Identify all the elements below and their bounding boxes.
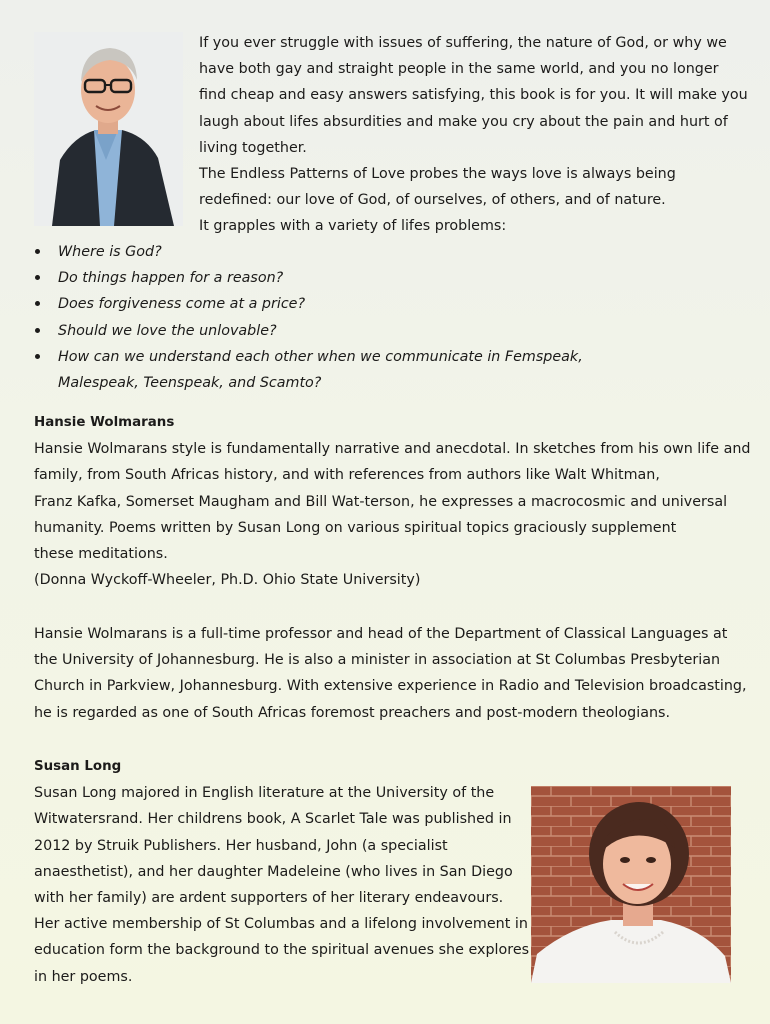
bio-line: education form the background to the spiritual avenues she explores bbox=[34, 942, 530, 959]
hansie-section bbox=[34, 410, 751, 593]
bullet-icon bbox=[35, 354, 40, 359]
review-line: family, from South Africas history, and with references from authors like Walt Whitman, bbox=[34, 467, 660, 484]
question-text: Does forgiveness come at a price? bbox=[58, 296, 306, 313]
hansie-portrait-illustration bbox=[34, 32, 183, 226]
intro-line: living together. bbox=[199, 139, 307, 156]
question-item bbox=[35, 318, 583, 344]
question-item bbox=[35, 291, 583, 317]
susan-heading: Susan Long bbox=[34, 759, 122, 774]
bio-line: Her active membership of St Columbas and a lifelong involvement in bbox=[34, 916, 528, 933]
intro-line: find cheap and easy answers satisfying, this book is for you. It will make you bbox=[199, 87, 748, 104]
review-attribution: (Donna Wyckoff-Wheeler, Ph.D. Ohio State University) bbox=[34, 572, 421, 589]
intro-line: have both gay and straight people in the same world, and you no longer bbox=[199, 61, 719, 78]
intro-line: laugh about lifes absurdities and make you cry about the pain and hurt of bbox=[199, 113, 728, 130]
review-line: Hansie Wolmarans style is fundamentally narrative and anecdotal. In sketches from his own life and bbox=[34, 441, 751, 458]
question-text: Do things happen for a reason? bbox=[58, 270, 284, 287]
bullet-icon bbox=[35, 301, 40, 306]
intro-line: redefined: our love of God, of ourselves, of others, and of nature. bbox=[199, 192, 666, 209]
susan-portrait-illustration bbox=[531, 786, 731, 983]
intro-line: The Endless Patterns of Love probes the ways love is always being bbox=[199, 165, 676, 182]
bio-line: in her poems. bbox=[34, 968, 133, 985]
question-item bbox=[35, 265, 583, 291]
question-item bbox=[35, 344, 583, 396]
bio-line: anaesthetist), and her daughter Madeleine (who lives in San Diego bbox=[34, 863, 513, 880]
bio-line: he is regarded as one of South Africas foremost preachers and post-modern theologians. bbox=[34, 704, 671, 721]
intro-paragraph bbox=[199, 30, 748, 240]
question-text: How can we understand each other when we communicate in Femspeak, bbox=[58, 348, 583, 365]
hansie-heading: Hansie Wolmarans bbox=[34, 415, 175, 430]
bio-line: with her family) are ardent supporters of her literary endeavours. bbox=[34, 889, 504, 906]
bullet-icon bbox=[35, 275, 40, 280]
review-line: these meditations. bbox=[34, 545, 168, 562]
review-line: humanity. Poems written by Susan Long on various spiritual topics graciously supplement bbox=[34, 519, 677, 536]
question-item bbox=[35, 239, 583, 265]
bio-line: the University of Johannesburg. He is also a minister in association at St Columbas Presbyterian bbox=[34, 652, 721, 669]
bio-line: Hansie Wolmarans is a full-time professor and head of the Department of Classical Languages at bbox=[34, 626, 728, 642]
bio-line: Church in Parkview, Johannesburg. With extensive experience in Radio and Television broadcasting, bbox=[34, 678, 747, 695]
intro-line: If you ever struggle with issues of suffering, the nature of God, or why we bbox=[199, 35, 727, 51]
question-text: Malespeak, Teenspeak, and Scamto? bbox=[58, 374, 322, 391]
bio-line: Susan Long majored in English literature at the University of the bbox=[34, 785, 495, 802]
bullet-icon bbox=[35, 249, 40, 254]
hansie-bio bbox=[34, 621, 747, 726]
bio-line: Witwatersrand. Her childrens book, A Scarlet Tale was published in bbox=[34, 811, 512, 828]
review-line: Franz Kafka, Somerset Maugham and Bill Wat-terson, he expresses a macrocosmic and universal bbox=[34, 493, 728, 510]
question-text: Where is God? bbox=[58, 244, 162, 260]
bio-line: 2012 by Struik Publishers. Her husband, John (a specialist bbox=[34, 837, 448, 854]
susan-section bbox=[34, 754, 529, 990]
bullet-icon bbox=[35, 328, 40, 333]
question-list bbox=[35, 239, 583, 396]
susan-long-photo bbox=[531, 786, 731, 983]
question-text: Should we love the unlovable? bbox=[58, 322, 277, 339]
intro-line: It grapples with a variety of lifes problems: bbox=[199, 218, 507, 235]
hansie-wolmarans-photo bbox=[34, 32, 183, 226]
